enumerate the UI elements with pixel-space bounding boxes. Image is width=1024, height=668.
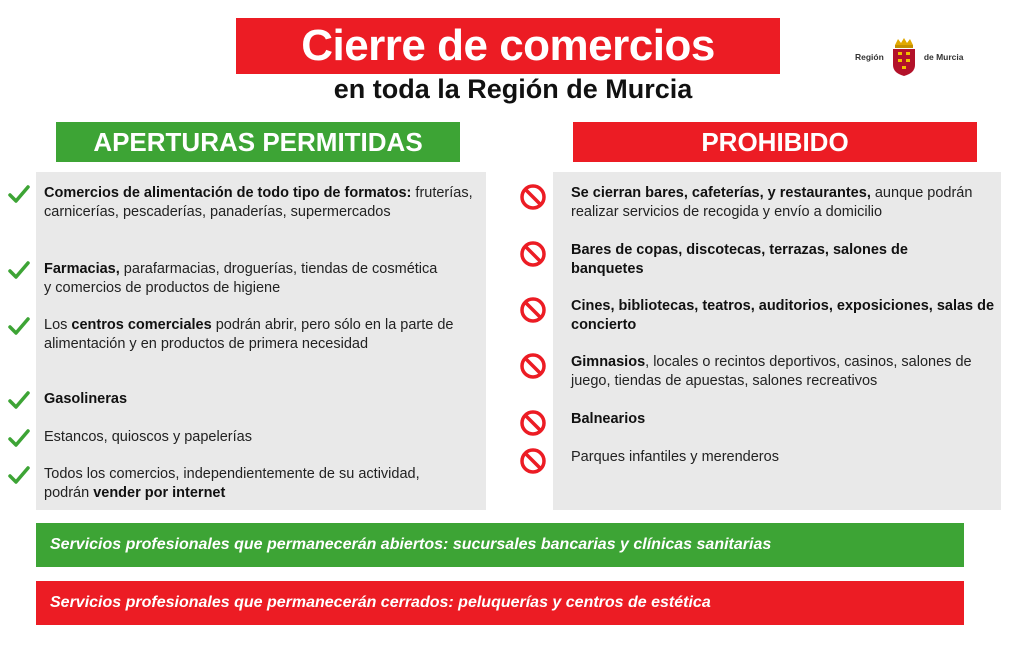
closed-services-bar: Servicios profesionales que permanecerán cerrados: peluquerías y centros de estética [36,581,964,625]
prohibited-item [571,410,971,429]
item-bold-text: Balnearios [571,411,646,427]
prohibited-item [571,184,1001,222]
item-bold-text: Gimnasios [571,354,646,370]
allowed-header: APERTURAS PERMITIDAS [56,122,460,162]
item-text: Todos los comercios, independientemente de su actividad, podrán [44,466,420,501]
prohibited-item [571,448,971,467]
no-entry-icon [518,182,548,212]
checkmark-icon [8,429,30,447]
allowed-item [44,465,429,503]
item-text: Estancos, quioscos y papelerías [44,429,252,445]
allowed-item [44,428,444,447]
no-entry-icon [518,408,548,438]
prohibited-item [571,297,1001,335]
checkmark-icon [8,185,30,203]
allowed-item [44,184,489,222]
prohibited-header: PROHIBIDO [573,122,977,162]
coat-of-arms-icon [890,37,918,77]
item-bold-text: vender por internet [93,485,226,501]
item-text: parafarmacias, droguerías, tiendas de cosmética y comercios de productos de higiene [44,261,438,296]
item-bold-text: centros comerciales [71,317,212,333]
no-entry-icon [518,446,548,476]
item-text: aunque podrán realizar servicios de recogida y envío a domicilio [571,185,973,220]
page-subtitle: en toda la Región de Murcia [333,74,693,104]
item-bold-text: Comercios de alimentación de todo tipo de formatos: [44,185,412,201]
item-text: , locales o recintos deportivos, casinos, salones de juego, tiendas de apuestas, salones recreativos [571,354,972,389]
item-bold-text: Cines, bibliotecas, teatros, auditorios, exposiciones, salas de concierto [571,298,995,333]
prohibited-item [571,241,971,279]
item-bold-text: Bares de copas, discotecas, terrazas, salones de banquetes [571,242,908,277]
region-logo [855,36,964,78]
page-title: Cierre de comercios [236,18,780,74]
item-text: podrán abrir, pero sólo en la parte de alimentación y en productos de primera necesidad [44,317,454,352]
item-text: Los [44,317,72,333]
no-entry-icon [518,351,548,381]
open-services-bar: Servicios profesionales que permanecerán abiertos: sucursales bancarias y clínicas sanitarias [36,523,964,567]
checkmark-icon [8,317,30,335]
item-text: fruterías, carnicerías, pescaderías, panaderías, supermercados [44,185,473,220]
item-bold-text: Se cierran bares, cafeterías, y restaurantes, [571,185,871,201]
prohibited-item [571,353,1011,391]
item-text: Parques infantiles y merenderos [571,449,779,465]
allowed-item [44,316,464,354]
no-entry-icon [518,239,548,269]
checkmark-icon [8,391,30,409]
allowed-item [44,390,444,409]
checkmark-icon [8,466,30,484]
item-bold-text: Gasolineras [44,391,128,407]
logo-text-right: de Murcia [923,52,964,62]
item-bold-text: Farmacias, [44,261,120,277]
allowed-item [44,260,444,298]
logo-text-left: Región [855,52,884,62]
no-entry-icon [518,295,548,325]
checkmark-icon [8,261,30,279]
